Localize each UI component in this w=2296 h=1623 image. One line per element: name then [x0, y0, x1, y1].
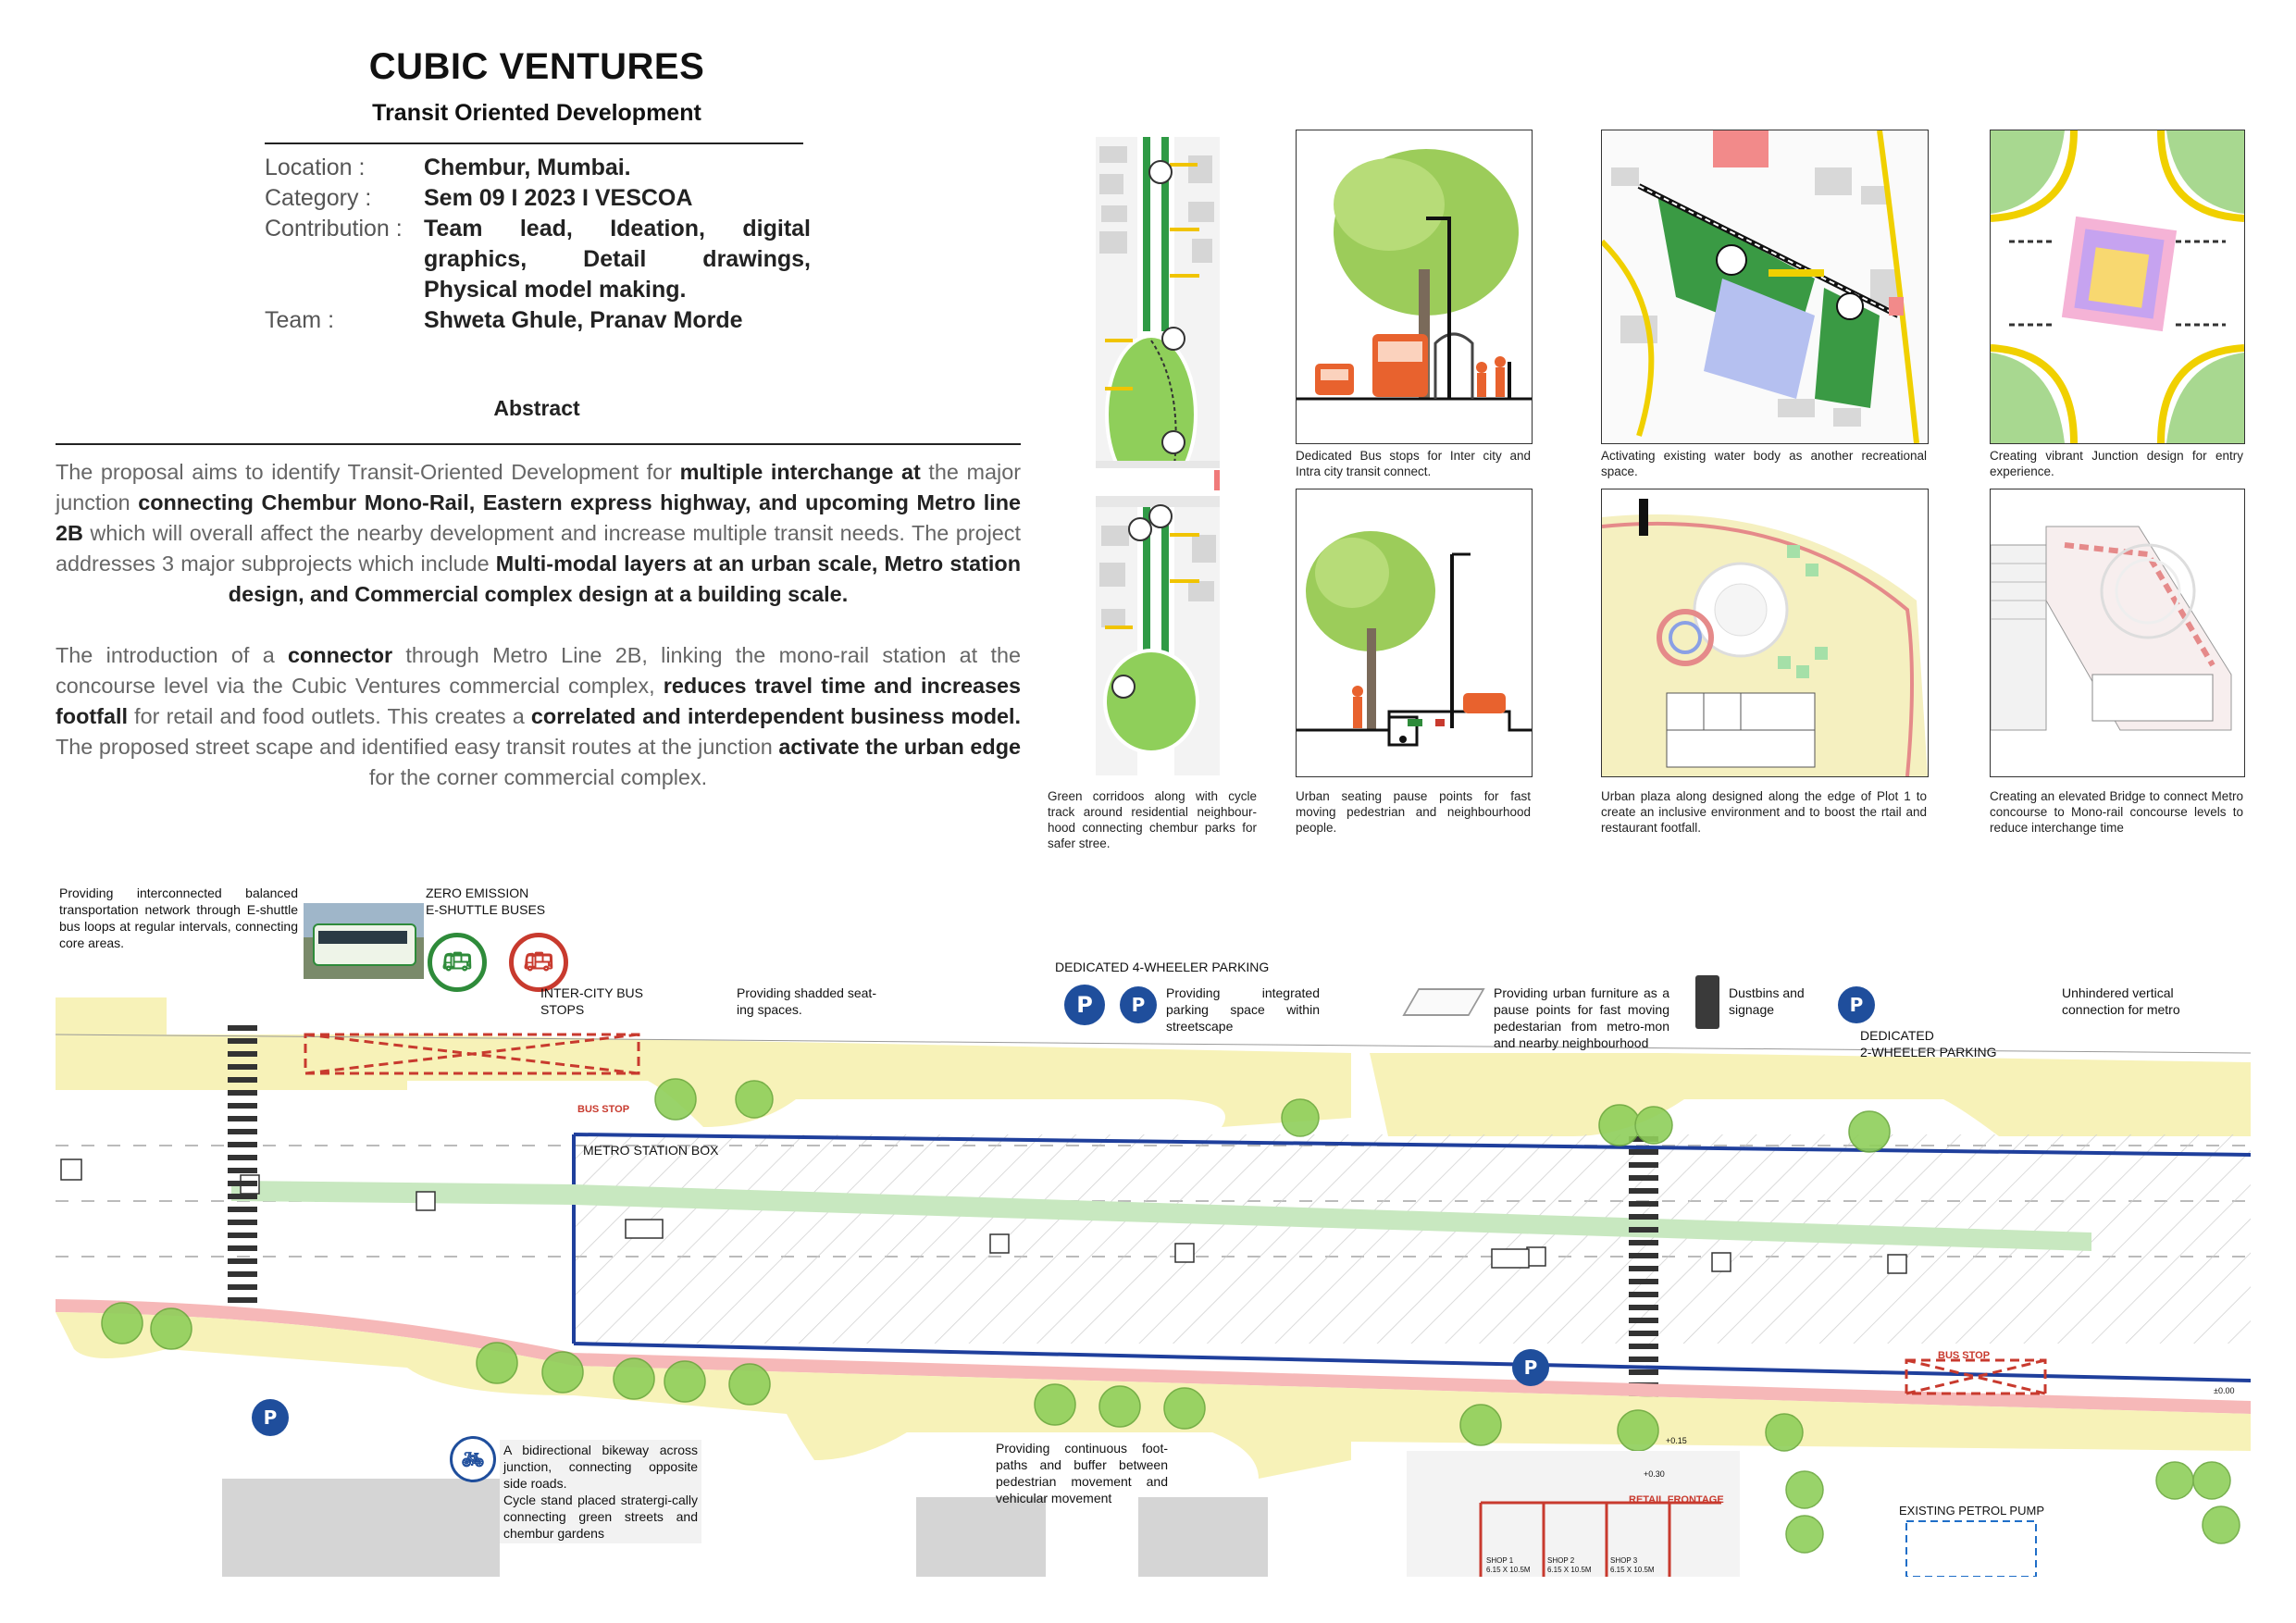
level-marker: +0.30: [1644, 1469, 1665, 1479]
bridge-diagram: [1990, 489, 2245, 777]
project-meta: [265, 153, 811, 336]
water-body-diagram: [1601, 130, 1929, 444]
e-shuttle-bus-photo: [304, 903, 424, 979]
annotation-dustbins: Dustbins and signage: [1729, 985, 1805, 1017]
level-marker: +0.15: [1666, 1436, 1687, 1445]
bus-stop-section-diagram: [1296, 130, 1533, 444]
parking-icon: P: [1838, 986, 1875, 1023]
annotation-dedicated-2w: DEDICATED 2-WHEELER PARKING: [1860, 1028, 1997, 1059]
abstract-text: which will overall affect the nearby development and increase multiple transit needs. The project addresses 3 major subprojects which include: [56, 521, 1021, 576]
page-title: CUBIC VENTURES: [368, 46, 705, 87]
abstract-emphasis: multiple interchange at: [679, 460, 921, 484]
abstract-paragraph-1: [56, 457, 1021, 610]
abstract-text: through Metro Line 2B, linking the mono-rail station at the concourse level via the Cubic Ventures commercial complex,: [56, 643, 1021, 698]
dustbin-icon: [1695, 975, 1719, 1029]
abstract-emphasis: connector: [288, 643, 393, 667]
parking-icon: P: [1120, 986, 1157, 1023]
annotation-integrated-parking: Providing integrated parking space within streetscape: [1166, 985, 1320, 1034]
abstract-heading: Abstract: [493, 396, 580, 420]
urban-plaza-diagram: [1601, 489, 1929, 777]
caption-junction: Creating vibrant Junction design for entry experience.: [1990, 449, 2243, 478]
abstract-emphasis: Multi-modal layers at an urban scale, Metro station design, and Commercial complex design at a building scale.: [228, 551, 1021, 606]
meta-team: Team : Shweta Ghule, Pranav Morde: [265, 307, 743, 333]
meta-category: Category : Sem 09 I 2023 I VESCOA: [265, 185, 693, 211]
parking-icon: P: [252, 1399, 289, 1436]
page-subtitle: Transit Oriented Development: [372, 100, 701, 126]
annotation-shaded-seating: Providing shadded seat- ing spaces.: [737, 985, 876, 1017]
caption-bridge: Creating an elevated Bridge to connect Metro concourse to Mono-rail concourse levels to reduce interchange time: [1990, 789, 2243, 835]
metro-station-box-label: METRO STATION BOX: [583, 1143, 719, 1158]
annotation-dedicated-4w: DEDICATED 4-WHEELER PARKING: [1055, 960, 1270, 974]
petrol-pump-label: EXISTING PETROL PUMP: [1899, 1504, 2044, 1518]
urban-seating-section-diagram: [1296, 489, 1533, 777]
annotation-transport-network: Providing interconnected balanced transportation network through E-shuttle bus loops at regular intervals, connecting core areas.: [59, 886, 298, 950]
junction-diagram: [1990, 130, 2245, 444]
caption-bus-stops: Dedicated Bus stops for Inter city and Intra city transit connect.: [1296, 449, 1531, 478]
bus-icon: 🚌︎: [509, 933, 568, 992]
parking-icon: P: [1512, 1349, 1549, 1386]
abstract-text: for retail and food outlets. This creates a: [127, 704, 531, 728]
bus-icon: 🚌︎: [428, 933, 487, 992]
abstract-text: The proposed street scape and identified easy transit routes at the junction: [56, 735, 779, 759]
abstract-emphasis: correlated and interdependent business model.: [530, 704, 1022, 728]
annotation-urban-furniture: Providing urban furniture as a pause points for fast moving pedestarian from metro-mon and nearby neighbourhood: [1494, 985, 1669, 1050]
parking-icon: P: [1064, 985, 1105, 1025]
green-corridor-diagram: [1096, 137, 1220, 775]
annotation-footpaths: Providing continuous foot-paths and buffer between pedestrian movement and vehicular movement: [996, 1441, 1168, 1505]
bus-stop-label: BUS STOP: [1938, 1350, 1991, 1361]
abstract-text: The introduction of a: [56, 643, 289, 667]
abstract-text: for the corner commercial complex.: [368, 765, 708, 789]
meta-location: Location : Chembur, Mumbai.: [265, 155, 631, 180]
shop-label: SHOP 1 6.15 X 10.5M: [1486, 1556, 1531, 1574]
abstract-emphasis: activate the urban edge: [778, 735, 1021, 759]
abstract-text: the major junction: [56, 460, 1021, 514]
abstract-paragraph-2: [56, 640, 1021, 793]
abstract-emphasis: reduces travel time and increases footfall: [56, 674, 1022, 728]
annotation-zero-emission: ZERO EMISSION E-SHUTTLE BUSES: [426, 886, 546, 917]
shop-label: SHOP 2 6.15 X 10.5M: [1547, 1556, 1592, 1574]
abstract-text: The proposal aims to identify Transit-Oriented Development for: [56, 460, 680, 484]
retail-frontage-label: RETAIL FRONTAGE: [1629, 1494, 1724, 1505]
caption-green-corridors: Green corridoos along with cycle track around residential neighbour-hood connecting chembur parks for safer stree.: [1048, 789, 1257, 850]
shop-label: SHOP 3 6.15 X 10.5M: [1610, 1556, 1655, 1574]
caption-water-body: Activating existing water body as another recreational space.: [1601, 449, 1927, 478]
annotation-intercity-stops: INTER-CITY BUS STOPS: [540, 985, 643, 1017]
abstract-divider: [56, 443, 1021, 445]
level-marker: ±0.00: [2214, 1386, 2235, 1395]
annotation-bikeway: A bidirectional bikeway across junction, connecting opposite side roads. Cycle stand placed stratergi-cally connecting green streets and chembur gardens: [500, 1440, 701, 1543]
annotation-vertical-connection: Unhindered vertical connection for metro: [2062, 985, 2180, 1017]
caption-urban-seating: Urban seating pause points for fast moving pedestrian and neighbourhood people.: [1296, 789, 1531, 835]
title-divider: [265, 142, 803, 144]
bus-stop-label: BUS STOP: [577, 1104, 630, 1115]
bicycle-icon: 🚲︎: [450, 1436, 496, 1482]
abstract-emphasis: connecting Chembur Mono-Rail, Eastern express highway, and upcoming Metro line 2B: [56, 490, 1021, 545]
meta-contribution: Contribution : Team lead, Ideation, digital graphics, Detail drawings, Physical model making.: [265, 216, 811, 303]
caption-urban-plaza: Urban plaza along designed along the edge of Plot 1 to create an inclusive environment and to boost the rtail and restaurant footfall.: [1601, 789, 1927, 835]
